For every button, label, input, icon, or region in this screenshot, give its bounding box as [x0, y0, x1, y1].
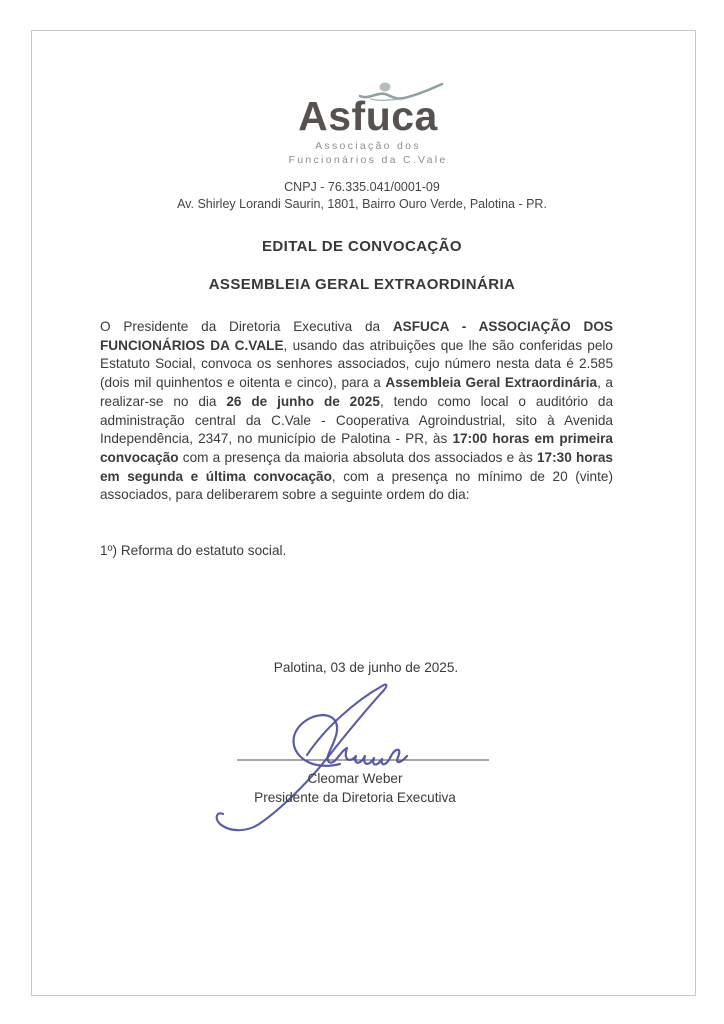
page-border-frame: [31, 30, 696, 996]
logo-subtitle: [289, 140, 448, 167]
logo-text: Asfuca: [298, 93, 438, 139]
document-title: EDITAL DE CONVOCAÇÃO: [262, 238, 462, 255]
dateline: Palotina, 03 de junho de 2025.: [273, 660, 459, 675]
handwritten-signature: [195, 683, 505, 838]
signer-name: Cleomar Weber: [307, 771, 403, 786]
body-paragraph: O Presidente da Diretoria Executiva da ASFUCA - ASSOCIAÇÃO DOS FUNCIONÁRIOS DA C.VALE, usando das atribuições que lhe são conferidas pelo Estatuto Social, convoca os senhores associados, cujo número nesta data é 2.585 (dois mil quinhentos e oitenta e cinco), para a Assembleia Geral Extraordinária, a realizar-se no dia 26 de junho de 2025, tendo como local o auditório da administração central da C.Vale - Cooperativa Agroindustrial, sito à Avenida Independência, 2347, no município de Palotina - PR, às 17:00 horas em primeira convocação com a presença da maioria absoluta dos associados e às 17:30 horas em segunda e última convocação, com a presença no mínimo de 20 (vinte) associados, para deliberarem sobre a seguinte ordem do dia:: [100, 319, 614, 503]
person-swoosh-icon: [358, 81, 444, 105]
agenda-item-1: 1º) Reforma do estatuto social.: [100, 543, 287, 558]
document-subtitle: ASSEMBLEIA GERAL EXTRAORDINÁRIA: [208, 276, 516, 293]
signature-block: [0, 770, 717, 807]
logo-subtitle-line1: Associação dos: [315, 140, 421, 152]
header-info: [0, 179, 724, 213]
logo-wordmark: [298, 93, 438, 139]
logo-subtitle-line2: Funcionários da C.Vale: [288, 153, 448, 166]
address-line: Av. Shirley Lorandi Saurin, 1801, Bairro Ouro Verde, Palotina - PR.: [177, 197, 547, 211]
cnpj-line: CNPJ - 76.335.041/0001-09: [284, 180, 440, 194]
signer-role: Presidente da Diretoria Executiva: [254, 789, 456, 805]
logo: [6, 93, 724, 167]
